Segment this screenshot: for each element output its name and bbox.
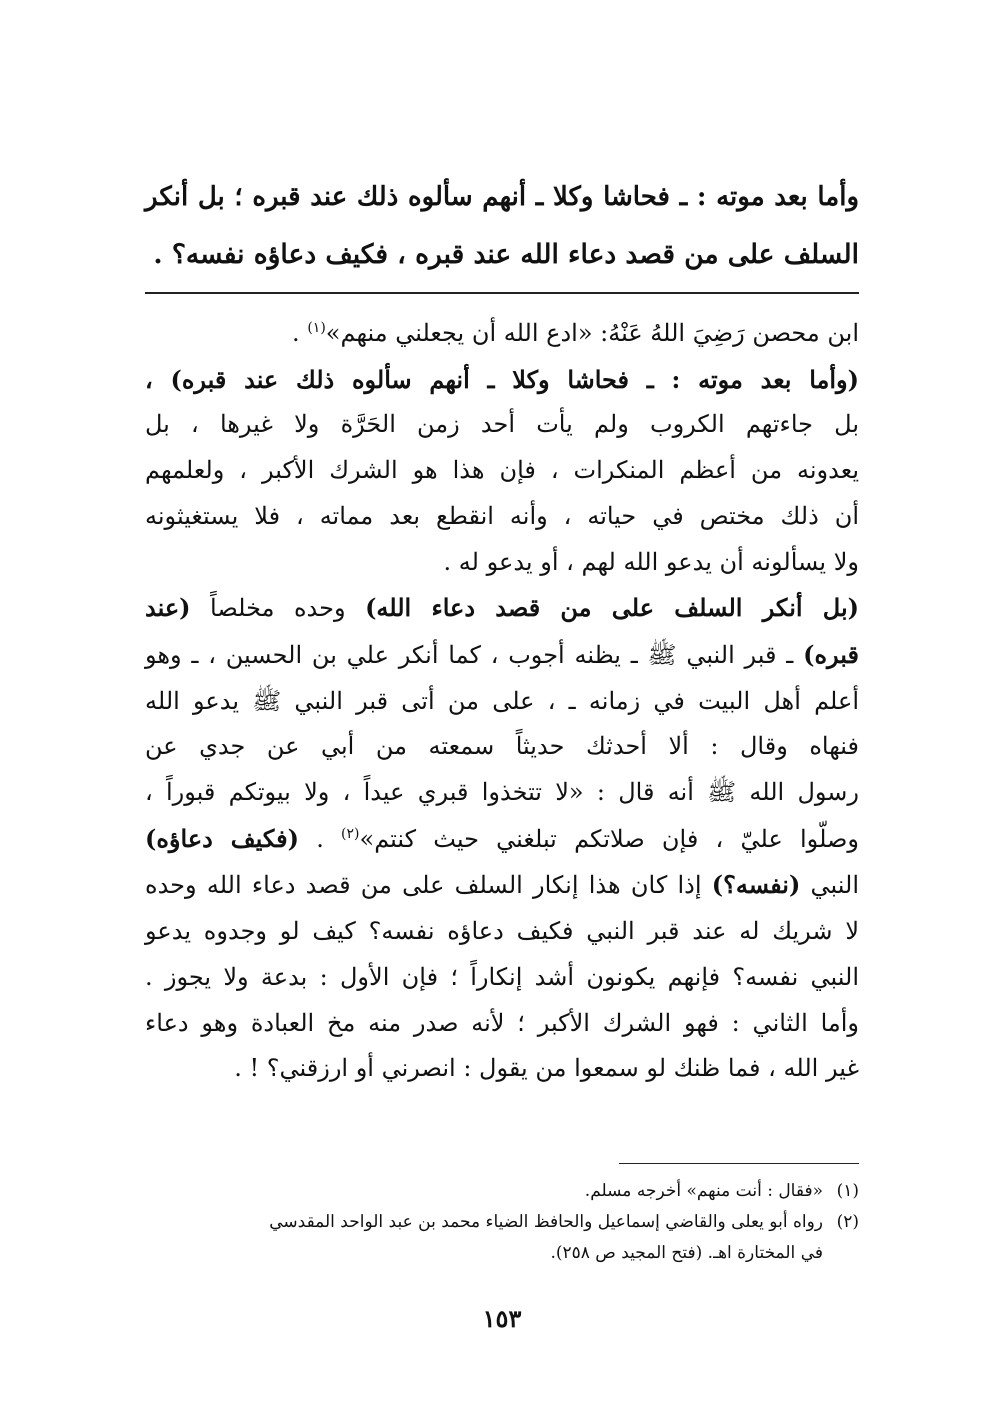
commentary-line: يعدونه من أعظم المنكرات ، فإن هذا هو الشرك الأكبر ، ولعلمهم [145,456,859,485]
matn-text [145,168,859,284]
commentary-segment: ابن محصن رَضِيَ اللهُ عَنْهُ: «ادع الله أن يجعلني منهم» [325,319,859,347]
quoted-matn: قبره) [803,639,859,669]
footnote [145,1176,859,1207]
footnote-text [145,1207,823,1269]
matn-line: وأما بعد موته : ـ فحاشا وكلا ـ أنهم سألوه ذلك عند قبره ؛ بل أنكر [145,182,859,212]
footnote-number: (٢) [836,1212,859,1232]
commentary-segment: . [292,319,300,347]
commentary-line [145,862,859,909]
quoted-matn: (عند [145,593,191,623]
commentary-line: بل جاءتهم الكروب ولم يأت أحد زمن الحَرَّة ولا غيرها ، بل [145,410,859,439]
footnote-ref: (١) [307,320,326,336]
commentary-segment: إذا كان هذا إنكار السلف على من قصد دعاء الله وحده [145,871,712,900]
commentary-segment: . [298,824,342,853]
footnote-ref: (٢) [341,825,360,842]
commentary-line [145,311,859,357]
commentary-text [145,311,859,1092]
commentary-line: رسول الله ﷺ أنه قال : «لا تتخذوا قبري عيداً ، ولا بيوتكم قبوراً ، [145,778,859,807]
quoted-matn: (نفسه؟) [711,870,801,900]
commentary-line: (وأما بعد موته : ـ فحاشا وكلا ـ أنهم سألوه ذلك عند قبره) ، [145,364,859,394]
footnotes [145,1176,859,1269]
footnote-line: في المختارة اهـ. (فتح المجيد ص ٢٥٨). [550,1243,823,1263]
commentary-line: وأما الثاني : فهو الشرك الأكبر ؛ لأنه صدر منه مخ العبادة وهو دعاء [145,1008,859,1037]
commentary-line: أعلم أهل البيت في زمانه ـ ، على من أتى قبر النبي ﷺ يدعو الله [145,686,859,715]
commentary-segment: وحده مخلصاً [190,594,366,623]
commentary-segment: النبي [800,871,859,900]
footnote-line: رواه أبو يعلى والقاضي إسماعيل والحافظ الضياء محمد بن عبد الواحد المقدسي [269,1212,823,1232]
commentary-line: ولا يسألونه أن يدعو الله لهم ، أو يدعو له . [443,547,859,576]
page-number: ١٥٣ [482,1304,522,1333]
quoted-matn: (بل أنكر السلف على من قصد دعاء الله) [365,593,859,623]
matn-separator-rule [145,292,859,294]
matn-line: السلف على من قصد دعاء الله عند قبره ، فكيف دعاؤه نفسه؟ . [153,239,859,270]
commentary-line: أن ذلك مختص في حياته ، وأنه انقطع بعد مماته ، فلا يستغيثونه [145,501,859,530]
commentary-line: غير الله ، فما ظنك لو سمعوا من يقول : انصرني أو ارزقني؟ ! . [234,1054,859,1083]
footnote [145,1207,859,1269]
commentary-segment: ـ قبر النبي ﷺ ـ يظنه أجوب ، كما أنكر علي بن الحسين ، ـ وهو [145,640,804,669]
commentary-line [145,816,859,863]
commentary-line [145,585,859,632]
footnote-text: «فقال : أنت منهم» أخرجه مسلم. [584,1181,823,1201]
commentary-line: لا شريك له عند قبر النبي فكيف دعاؤه نفسه؟ كيف لو وجدوه يدعو [145,917,859,946]
commentary-segment: وصلّوا عليّ ، فإن صلاتكم تبلغني حيث كنتم» [359,824,859,853]
commentary-line: فنهاه وقال : ألا أحدثك حديثاً سمعته من أبي عن جدي عن [145,732,859,761]
footnote-number: (١) [836,1181,859,1201]
quoted-matn: (فكيف دعاؤه) [145,823,299,853]
commentary-line [145,632,859,679]
commentary-line: النبي نفسه؟ فإنهم يكونون أشد إنكاراً ؛ فإن الأول : بدعة ولا يجوز . [145,962,859,991]
footnote-separator-rule [619,1163,859,1164]
